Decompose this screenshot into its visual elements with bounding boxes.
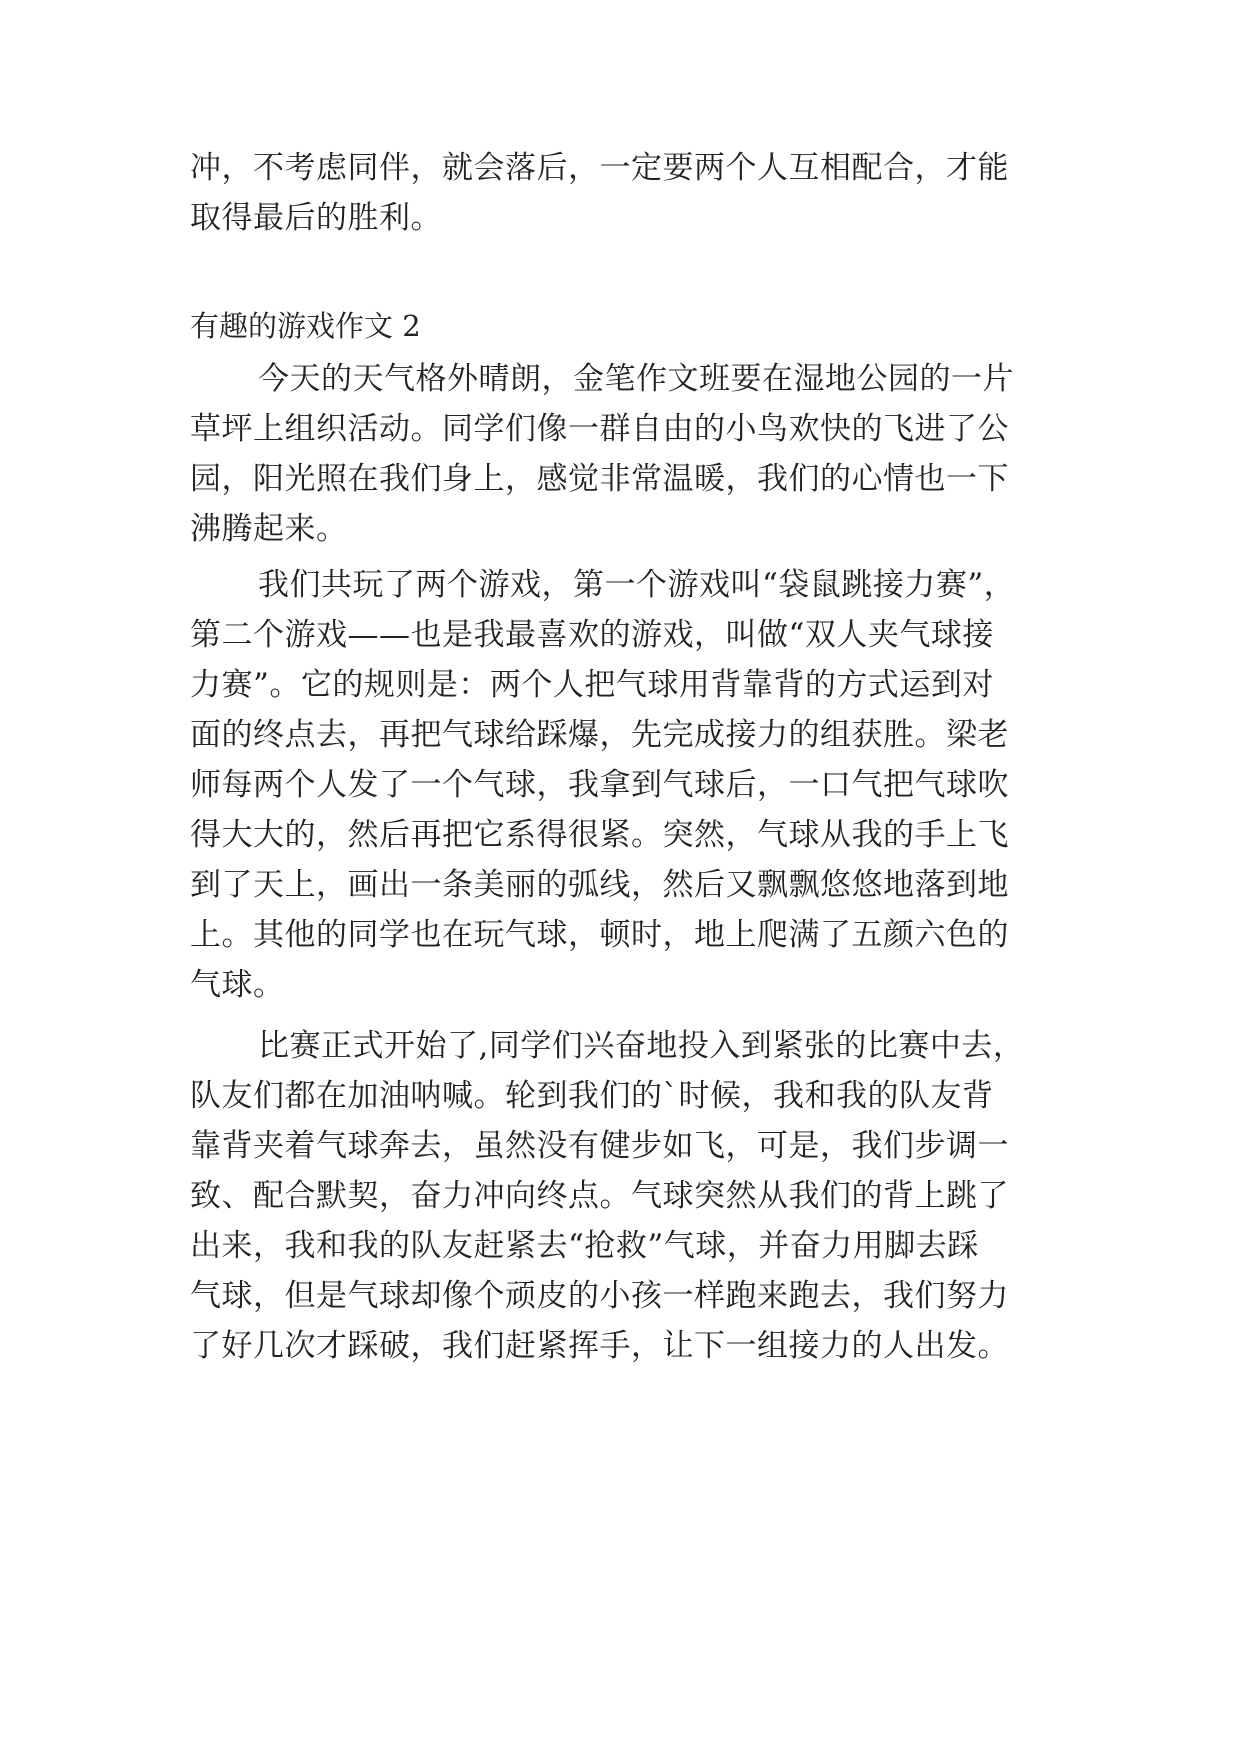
text-line: 到了天上，画出一条美丽的弧线，然后又飘飘悠悠地落到地 (190, 867, 1009, 903)
text-line: 我们共玩了两个游戏，第一个游戏叫“袋鼠跳接力赛”， (258, 567, 1016, 603)
text-line: 草坪上组织活动。同学们像一群自由的小鸟欢快的飞进了公 (190, 411, 1009, 447)
text-line: 冲，不考虑同伴，就会落后，一定要两个人互相配合，才能 (190, 150, 1009, 186)
text-line: 气球。 (190, 967, 285, 1003)
text-line: 了好几次才踩破，我们赶紧挥手，让下一组接力的人出发。 (190, 1328, 1009, 1364)
text-line: 今天的天气格外晴朗，金笔作文班要在湿地公园的一片 (258, 361, 1014, 397)
text-line: 沸腾起来。 (190, 511, 348, 547)
text-line: 致、配合默契，奋力冲向终点。气球突然从我们的背上跳了 (190, 1178, 1009, 1214)
text-line: 取得最后的胜利。 (190, 200, 442, 236)
text-line: 出来，我和我的队友赶紧去“抢救”气球，并奋力用脚去踩 (190, 1228, 979, 1264)
text-line: 靠背夹着气球奔去，虽然没有健步如飞，可是，我们步调一 (190, 1128, 1009, 1164)
text-line: 比赛正式开始了,同学们兴奋地投入到紧张的比赛中去， (258, 1028, 1025, 1064)
text-line: 师每两个人发了一个气球，我拿到气球后，一口气把气球吹 (190, 767, 1009, 803)
text-line: 园，阳光照在我们身上，感觉非常温暖，我们的心情也一下 (190, 461, 1009, 497)
text-line: 上。其他的同学也在玩气球，顿时，地上爬满了五颜六色的 (190, 917, 1009, 953)
text-line: 队友们都在加油呐喊。轮到我们的`时候，我和我的队友背 (190, 1078, 994, 1114)
text-line: 得大大的，然后再把它系得很紧。突然，气球从我的手上飞 (190, 817, 1009, 853)
text-line: 第二个游戏——也是我最喜欢的游戏，叫做“双人夹气球接 (190, 617, 994, 653)
section-heading: 有趣的游戏作文 2 (190, 309, 421, 343)
text-line: 气球，但是气球却像个顽皮的小孩一样跑来跑去，我们努力 (190, 1278, 1009, 1314)
text-line: 面的终点去，再把气球给踩爆，先完成接力的组获胜。梁老 (190, 717, 1009, 753)
text-line: 力赛”。它的规则是：两个人把气球用背靠背的方式运到对 (190, 667, 994, 703)
